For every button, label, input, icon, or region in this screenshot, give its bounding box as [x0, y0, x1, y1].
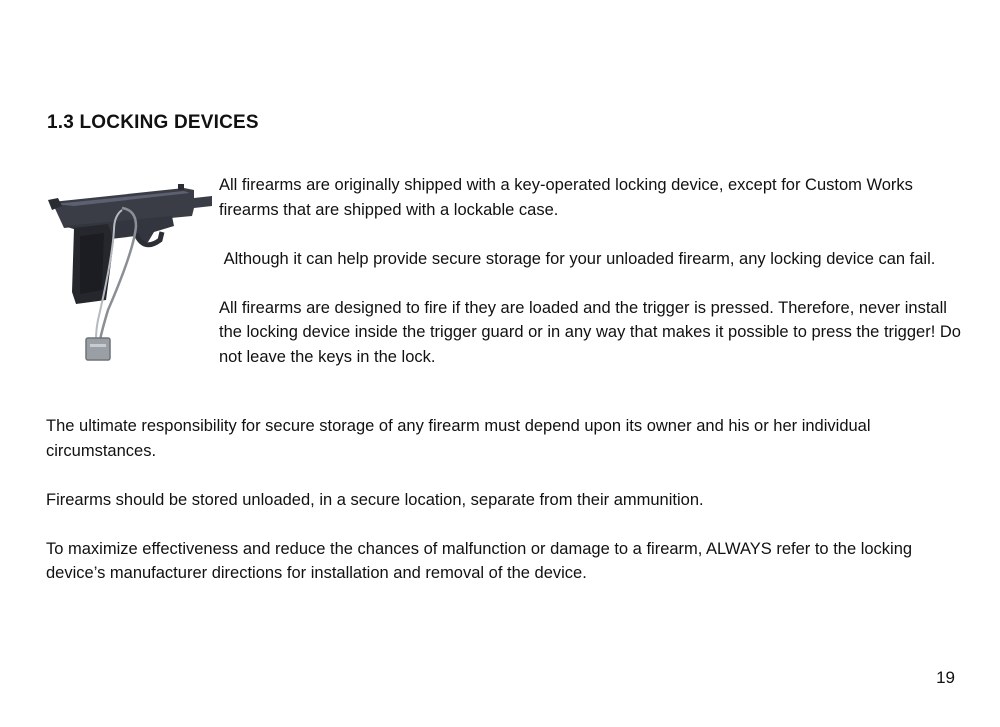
paragraph: All firearms are designed to fire if they are loaded and the trigger is pressed. Therefore, never install the locking device inside the trigger guard or in any way that makes it possible to press the trigger! Do not leave the keys in the lock.	[219, 298, 961, 366]
section-heading: 1.3 LOCKING DEVICES	[47, 112, 259, 133]
paragraph: All firearms are originally shipped with a key-operated locking device, except for Custom Works firearms that are shipped with a lockable case.	[219, 176, 913, 219]
pistol-lock-image	[44, 180, 216, 365]
text-block-bottom	[46, 414, 966, 610]
padlock	[86, 338, 110, 360]
paragraph: The ultimate responsibility for secure storage of any firearm must depend upon its owner and his or her individual circumstances.	[46, 417, 871, 460]
page-number: 19	[936, 668, 955, 687]
paragraph: Firearms should be stored unloaded, in a secure location, separate from their ammunition.	[46, 490, 704, 509]
text-block-top	[219, 173, 969, 394]
paragraph: Although it can help provide secure storage for your unloaded firearm, any locking device can fail.	[219, 249, 936, 268]
paragraph: To maximize effectiveness and reduce the chances of malfunction or damage to a firearm, ALWAYS refer to the locking device’s manufacturer directions for installation and removal of the device.	[46, 539, 913, 582]
